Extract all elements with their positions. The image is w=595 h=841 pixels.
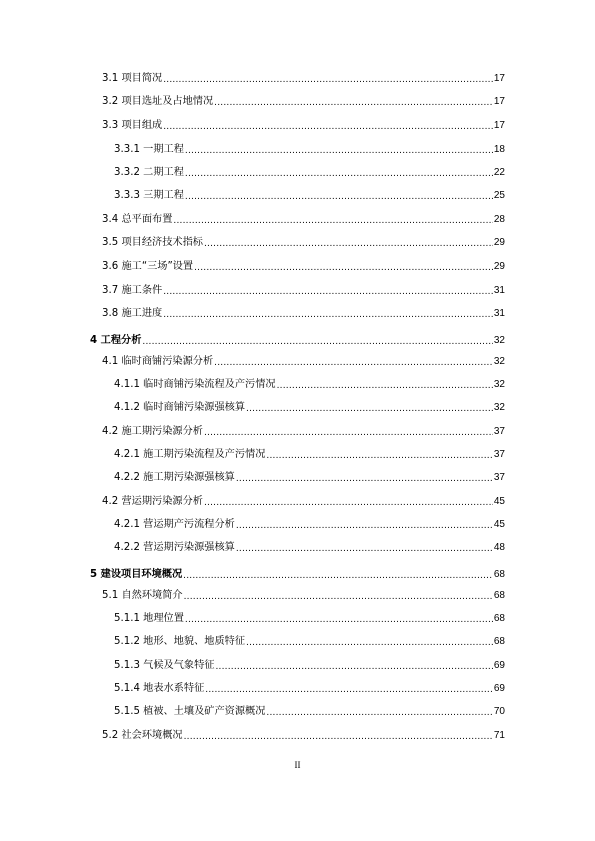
toc-entry[interactable] — [114, 659, 505, 673]
toc-entry-page-number: 48 — [493, 542, 505, 553]
dot-leader — [185, 145, 493, 157]
toc-entry-page-number: 37 — [493, 472, 505, 483]
dot-leader — [163, 121, 493, 133]
toc-entry-title: 3.6 施工“三场”设置 — [102, 261, 194, 272]
toc-entry[interactable] — [114, 189, 505, 203]
toc-entry-page-number: 31 — [493, 308, 505, 319]
toc-entry[interactable] — [102, 307, 505, 321]
dot-leader — [185, 191, 493, 203]
toc-entry[interactable] — [114, 471, 505, 485]
toc-entry-page-number: 29 — [493, 261, 505, 272]
toc-entry[interactable] — [114, 518, 505, 532]
toc-entry[interactable] — [114, 166, 505, 180]
toc-entry-title: 3.3 项目组成 — [102, 120, 163, 131]
toc-entry[interactable] — [102, 589, 505, 603]
toc-entry-page-number: 22 — [493, 167, 505, 178]
toc-entry-page-number: 32 — [493, 356, 505, 367]
toc-entry-page-number: 17 — [493, 120, 505, 131]
toc-entry-page-number: 68 — [493, 590, 505, 601]
toc-entry-title: 3.1 项目简况 — [102, 73, 163, 84]
toc-entry[interactable] — [114, 448, 505, 462]
toc-entry[interactable] — [114, 541, 505, 555]
dot-leader — [236, 520, 493, 532]
dot-leader — [185, 168, 493, 180]
toc-entry[interactable] — [114, 635, 505, 649]
toc-entry[interactable] — [90, 334, 505, 348]
dot-leader — [163, 74, 493, 86]
toc-entry-title: 3.2 项目选址及占地情况 — [102, 96, 214, 107]
dot-leader — [277, 380, 493, 392]
toc-entry-title: 4.1.1 临时商铺污染流程及产污情况 — [114, 379, 276, 390]
dot-leader — [204, 427, 493, 439]
toc-entry[interactable] — [102, 95, 505, 109]
toc-entry-page-number: 37 — [493, 426, 505, 437]
toc-entry[interactable] — [102, 236, 505, 250]
toc-entry-title: 4.1 临时商铺污染源分析 — [102, 356, 214, 367]
dot-leader — [236, 473, 493, 485]
toc-entry[interactable] — [102, 213, 505, 227]
toc-entry-title: 4.2.1 施工期污染流程及产污情况 — [114, 449, 266, 460]
toc-entry-page-number: 68 — [493, 613, 505, 624]
toc-entry[interactable] — [102, 729, 505, 743]
dot-leader — [194, 262, 493, 274]
toc-entry[interactable] — [90, 568, 505, 582]
toc-entry-title: 3.3.2 二期工程 — [114, 167, 184, 178]
toc-entry-page-number: 71 — [493, 730, 505, 741]
toc-entry-title: 5.1.5 植被、土壤及矿产资源概况 — [114, 706, 266, 717]
toc-entry-title: 4.2.2 施工期污染源强核算 — [114, 472, 235, 483]
dot-leader — [214, 357, 493, 369]
dot-leader — [185, 614, 493, 626]
toc-entry-page-number: 28 — [493, 214, 505, 225]
toc-entry-title: 3.5 项目经济技术指标 — [102, 237, 203, 248]
toc-entry-title: 4.2.2 营运期污染源强核算 — [114, 542, 235, 553]
dot-leader — [173, 215, 492, 227]
toc-entry-page-number: 69 — [493, 683, 505, 694]
toc-entry-title: 3.8 施工进度 — [102, 308, 163, 319]
toc-entry-page-number: 32 — [493, 379, 505, 390]
toc-entry-page-number: 17 — [493, 96, 505, 107]
dot-leader — [204, 238, 493, 250]
dot-leader — [184, 731, 493, 743]
toc-entry-page-number: 69 — [493, 660, 505, 671]
toc-entry-page-number: 45 — [493, 496, 505, 507]
toc-entry-title: 3.3.3 三期工程 — [114, 190, 184, 201]
toc-entry[interactable] — [102, 72, 505, 86]
dot-leader — [246, 637, 493, 649]
toc-entry-title: 4 工程分析 — [90, 335, 142, 346]
dot-leader — [184, 591, 493, 603]
toc-entry[interactable] — [102, 355, 505, 369]
toc-entry[interactable] — [102, 425, 505, 439]
toc-entry-page-number: 25 — [493, 190, 505, 201]
toc-entry-page-number: 29 — [493, 237, 505, 248]
dot-leader — [183, 570, 493, 582]
toc-entry-title: 3.4 总平面布置 — [102, 214, 173, 225]
toc-entry-page-number: 45 — [493, 519, 505, 530]
toc-entry[interactable] — [102, 119, 505, 133]
toc-entry[interactable] — [114, 705, 505, 719]
toc-entry-title: 5.1.3 气候及气象特征 — [114, 660, 215, 671]
dot-leader — [214, 97, 493, 109]
toc-entry-title: 4.2 施工期污染源分析 — [102, 426, 203, 437]
dot-leader — [215, 661, 492, 673]
toc-entry-page-number: 18 — [493, 144, 505, 155]
dot-leader — [236, 543, 493, 555]
dot-leader — [163, 286, 493, 298]
toc-entry-title: 4.2.1 营运期产污流程分析 — [114, 519, 235, 530]
toc-entry-title: 5 建设项目环境概况 — [90, 569, 183, 580]
toc-entry-page-number: 32 — [493, 402, 505, 413]
toc-entry-title: 3.3.1 一期工程 — [114, 144, 184, 155]
toc-entry-title: 4.2 营运期污染源分析 — [102, 496, 203, 507]
toc-entry-page-number: 37 — [493, 449, 505, 460]
dot-leader — [163, 309, 493, 321]
dot-leader — [246, 403, 493, 415]
toc-entry[interactable] — [102, 260, 505, 274]
dot-leader — [266, 707, 492, 719]
toc-entry-page-number: 17 — [493, 73, 505, 84]
toc-entry-page-number: 31 — [493, 285, 505, 296]
toc-entry-title: 3.7 施工条件 — [102, 285, 163, 296]
dot-leader — [205, 684, 493, 696]
dot-leader — [266, 450, 492, 462]
toc-entry-title: 4.1.2 临时商铺污染源强核算 — [114, 402, 246, 413]
toc-entry-page-number: 32 — [493, 335, 505, 346]
toc-entry-title: 5.1.2 地形、地貌、地质特征 — [114, 636, 246, 647]
dot-leader — [204, 497, 493, 509]
toc-entry[interactable] — [114, 143, 505, 157]
toc-entry[interactable] — [114, 378, 505, 392]
page-number: II — [294, 760, 301, 770]
toc-entry-title: 5.1.1 地理位置 — [114, 613, 184, 624]
toc-entry[interactable] — [102, 284, 505, 298]
toc-entry-title: 5.1.4 地表水系特征 — [114, 683, 205, 694]
dot-leader — [142, 336, 492, 348]
toc-entry-page-number: 68 — [493, 636, 505, 647]
toc-entry-page-number: 70 — [493, 706, 505, 717]
toc-entry[interactable] — [114, 612, 505, 626]
toc-entry[interactable] — [114, 682, 505, 696]
toc-entry-title: 5.2 社会环境概况 — [102, 730, 183, 741]
toc-entry[interactable] — [102, 495, 505, 509]
toc-entry-title: 5.1 自然环境简介 — [102, 590, 183, 601]
toc-entry[interactable] — [114, 401, 505, 415]
toc-entry-page-number: 68 — [493, 569, 505, 580]
